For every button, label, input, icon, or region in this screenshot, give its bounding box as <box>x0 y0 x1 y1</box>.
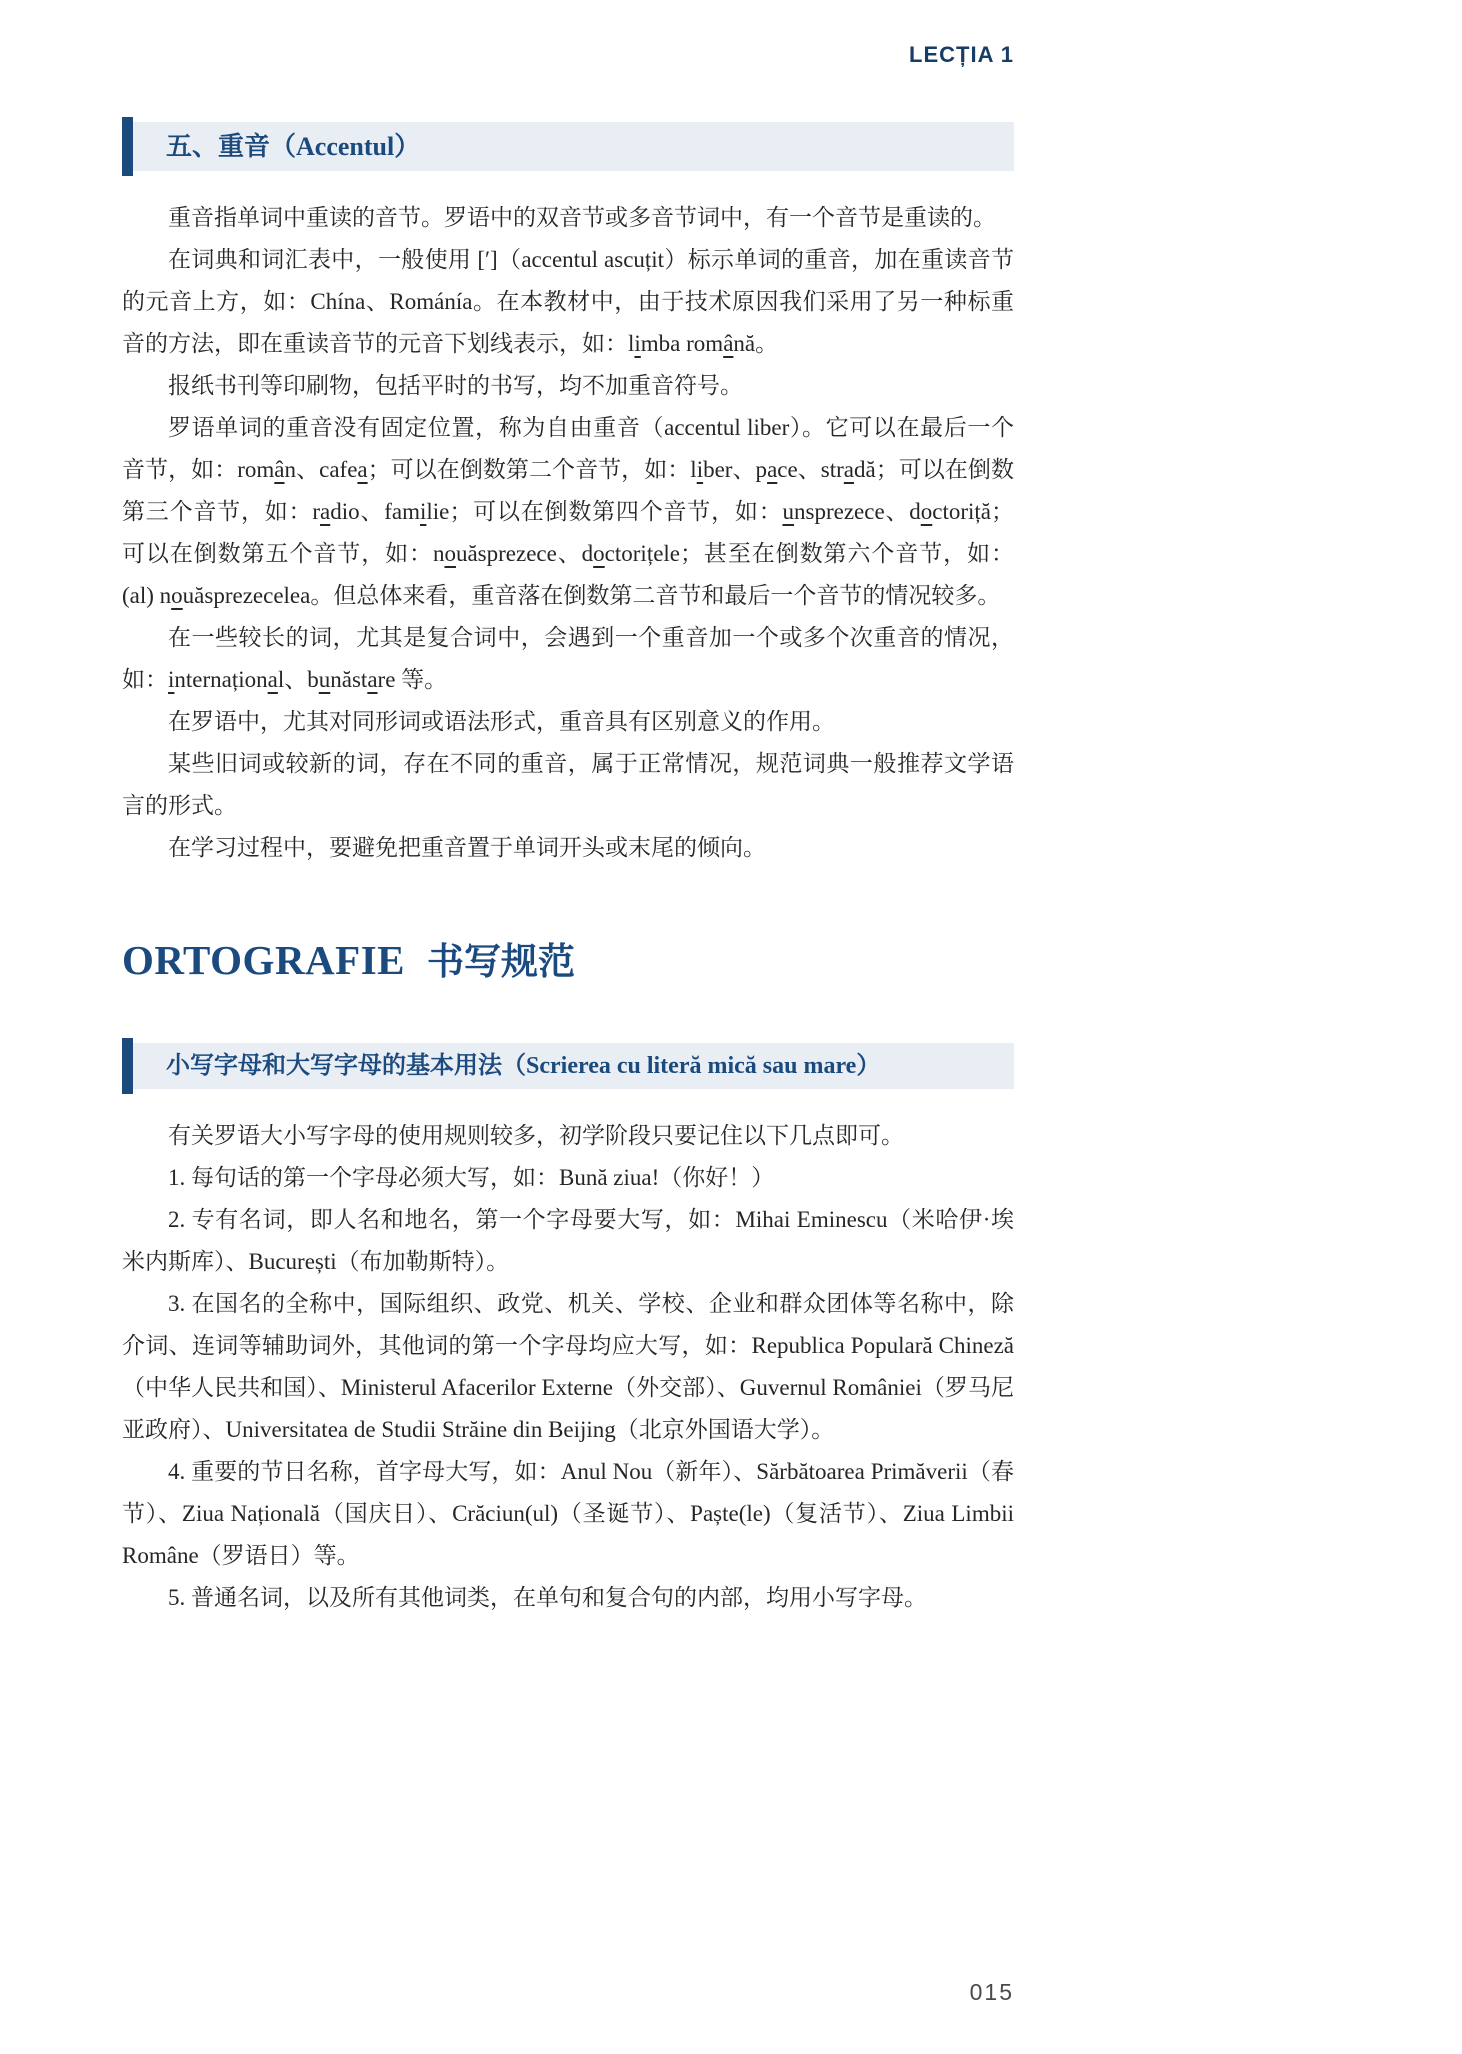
paragraph: 重音指单词中重读的音节。罗语中的双音节或多音节词中，有一个音节是重读的。 <box>168 205 996 231</box>
section-accent-bar <box>122 1038 133 1094</box>
section-header-accent <box>122 122 1014 171</box>
section-title-accent: 五、重音（Accentul） <box>166 132 421 161</box>
paragraph: 在一些较长的词，尤其是复合词中，会遇到一个重音加一个或多个次重音的情况，如：internațional、bunăstare 等。 <box>122 625 1014 693</box>
running-head: LECȚIA 1 <box>909 42 1014 67</box>
paragraph: 某些旧词或较新的词，存在不同的重音，属于正常情况，规范词典一般推荐文学语言的形式。 <box>122 751 1014 819</box>
chapter-heading-chinese: 书写规范 <box>427 942 576 984</box>
section-accent-body <box>122 197 1014 869</box>
list-item-1: 1. 每句话的第一个字母必须大写，如：Bună ziua!（你好！） <box>168 1165 775 1191</box>
list-item-4: 4. 重要的节日名称，首字母大写，如：Anul Nou（新年）、Sărbătoarea Primăverii（春节）、Ziua Națională（国庆日）、Crăciun(ul)（圣诞节）、Paște(le)（复活节）、Ziua Limbii Române（罗语日）等。 <box>122 1459 1014 1569</box>
paragraph: 在学习过程中，要避免把重音置于单词开头或末尾的倾向。 <box>168 835 766 861</box>
section-header-case-rules <box>122 1043 1014 1089</box>
page-number: 015 <box>969 1979 1014 2005</box>
section-case-rules-body <box>122 1115 1014 1619</box>
paragraph: 罗语单词的重音没有固定位置，称为自由重音（accentul liber）。它可以在最后一个音节，如：român、cafea；可以在倒数第二个音节，如：liber、pace、stradă；可以在倒数第三个音节，如：radio、familie；可以在倒数第四个音节，如：unsprezece、doctoriță；可以在倒数第五个音节，如：nouăsprezece、doctorițele；甚至在倒数第六个音节，如：(al) nouăsprezecelea。但总体来看，重音落在倒数第二音节和最后一个音节的情况较多。 <box>122 415 1014 609</box>
paragraph: 报纸书刊等印刷物，包括平时的书写，均不加重音符号。 <box>168 373 743 399</box>
paragraph: 有关罗语大小写字母的使用规则较多，初学阶段只要记住以下几点即可。 <box>168 1123 904 1149</box>
paragraph: 在词典和词汇表中，一般使用 [′]（accentul ascuțit）标示单词的重音，加在重读音节的元音上方，如：Chína、Románía。在本教材中，由于技术原因我们采用了另一种标重音的方法，即在重读音节的元音下划线表示，如：limba română。 <box>122 247 1014 357</box>
list-item-5: 5. 普通名词，以及所有其他词类，在单句和复合句的内部，均用小写字母。 <box>168 1585 927 1611</box>
paragraph: 在罗语中，尤其对同形词或语法形式，重音具有区别意义的作用。 <box>168 709 835 735</box>
list-item-2: 2. 专有名词，即人名和地名，第一个字母要大写，如：Mihai Eminescu（米哈伊·埃米内斯库）、București（布加勒斯特）。 <box>122 1207 1014 1275</box>
chapter-heading-latin: ORTOGRAFIE <box>122 937 406 984</box>
chapter-heading-ortografie <box>122 931 1014 985</box>
section-accent-bar <box>122 117 133 176</box>
section-title-case-rules: 小写字母和大写字母的基本用法（Scrierea cu literă mică sau mare） <box>166 1053 881 1080</box>
list-item-3: 3. 在国名的全称中，国际组织、政党、机关、学校、企业和群众团体等名称中，除介词、连词等辅助词外，其他词的第一个字母均应大写，如：Republica Populară Chineză（中华人民共和国）、Ministerul Afacerilor Externe（外交部）、Guvernul României（罗马尼亚政府）、Universitatea de Studii Străine din Beijing（北京外国语大学）。 <box>122 1291 1014 1443</box>
